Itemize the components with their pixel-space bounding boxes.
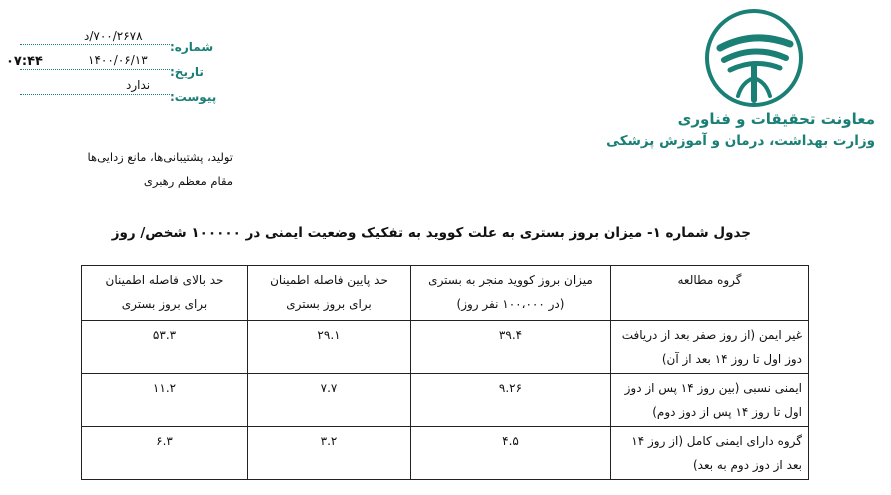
header-upper-ci-line2: برای بروز بستری xyxy=(121,297,208,311)
header-lower-ci-line2: برای بروز بستری xyxy=(286,297,372,311)
group-line2: دوز اول تا روز ۱۴ بعد از آن) xyxy=(661,352,802,366)
upper-ci-cell: ۱۱.۲ xyxy=(82,374,248,427)
org-name-deputy: معاونت تحقیقات و فناوری xyxy=(677,110,875,128)
recipient-line-1: تولید، پشتیبانی‌ها، مانع زدایی‌ها xyxy=(87,150,233,164)
lower-ci-cell: ۳.۲ xyxy=(248,427,411,480)
upper-ci-cell: ۵۳.۳ xyxy=(82,321,248,374)
header-lower-ci xyxy=(248,266,411,321)
table-row xyxy=(82,427,809,480)
header-upper-ci-line1: حد بالای فاصله اطمینان xyxy=(105,273,224,287)
table-caption: جدول شماره ۱- میزان بروز بستری به علت کووید به تفکیک وضعیت ایمنی در ۱۰۰۰۰۰ شخص/ روز xyxy=(111,225,751,241)
group-cell xyxy=(611,321,809,374)
group-line2: اول تا روز ۱۴ پس از دوز دوم) xyxy=(652,405,802,419)
number-label: شماره: xyxy=(170,40,214,54)
rate-cell: ۴.۵ xyxy=(411,427,611,480)
lower-ci-cell: ۲۹.۱ xyxy=(248,321,411,374)
attachment-dotted-line xyxy=(20,94,170,95)
number-dotted-line xyxy=(20,44,170,45)
table-row xyxy=(82,321,809,374)
attachment-value: ندارد xyxy=(126,78,151,92)
date-label: تاریخ: xyxy=(170,65,204,79)
header-incidence-rate-line1: میزان بروز کووید منجر به بستری xyxy=(428,273,593,287)
upper-ci-cell: ۶.۳ xyxy=(82,427,248,480)
rate-cell: ۳۹.۴ xyxy=(411,321,611,374)
attachment-label: پیوست: xyxy=(170,90,217,104)
table-row xyxy=(82,374,809,427)
header-study-group-label: گروه مطالعه xyxy=(677,273,742,287)
group-line1: گروه دارای ایمنی کامل (از روز ۱۴ xyxy=(631,434,802,448)
header-incidence-rate-line2: (در ۱۰۰،۰۰۰ نفر روز) xyxy=(456,297,565,311)
group-line1: غیر ایمن (از روز صفر بعد از دریافت xyxy=(621,328,802,342)
hospitalization-table xyxy=(81,265,809,480)
group-cell xyxy=(611,374,809,427)
table-header-row xyxy=(82,266,809,321)
letter-time: ۰۷:۴۴ xyxy=(6,54,43,69)
header-study-group xyxy=(611,266,809,321)
recipient-line-2: مقام معظم رهبری xyxy=(143,174,233,188)
letter-date: ۱۴۰۰/۰۶/۱۳ xyxy=(88,53,148,67)
group-line1: ایمنی نسبی (بین روز ۱۴ پس از دوز xyxy=(624,381,802,395)
org-name-ministry: وزارت بهداشت، درمان و آموزش پزشکی xyxy=(606,133,875,149)
group-cell xyxy=(611,427,809,480)
ministry-tree-logo-icon xyxy=(698,8,810,108)
header-lower-ci-line1: حد پایین فاصله اطمینان xyxy=(270,273,388,287)
letter-number: ۷۰۰/۲۶۷۸/د xyxy=(84,29,143,43)
header-incidence-rate xyxy=(411,266,611,321)
date-dotted-line xyxy=(20,69,170,70)
header-upper-ci xyxy=(82,266,248,321)
rate-cell: ۹.۲۶ xyxy=(411,374,611,427)
lower-ci-cell: ۷.۷ xyxy=(248,374,411,427)
group-line2: بعد از دوز دوم به بعد) xyxy=(692,458,802,472)
